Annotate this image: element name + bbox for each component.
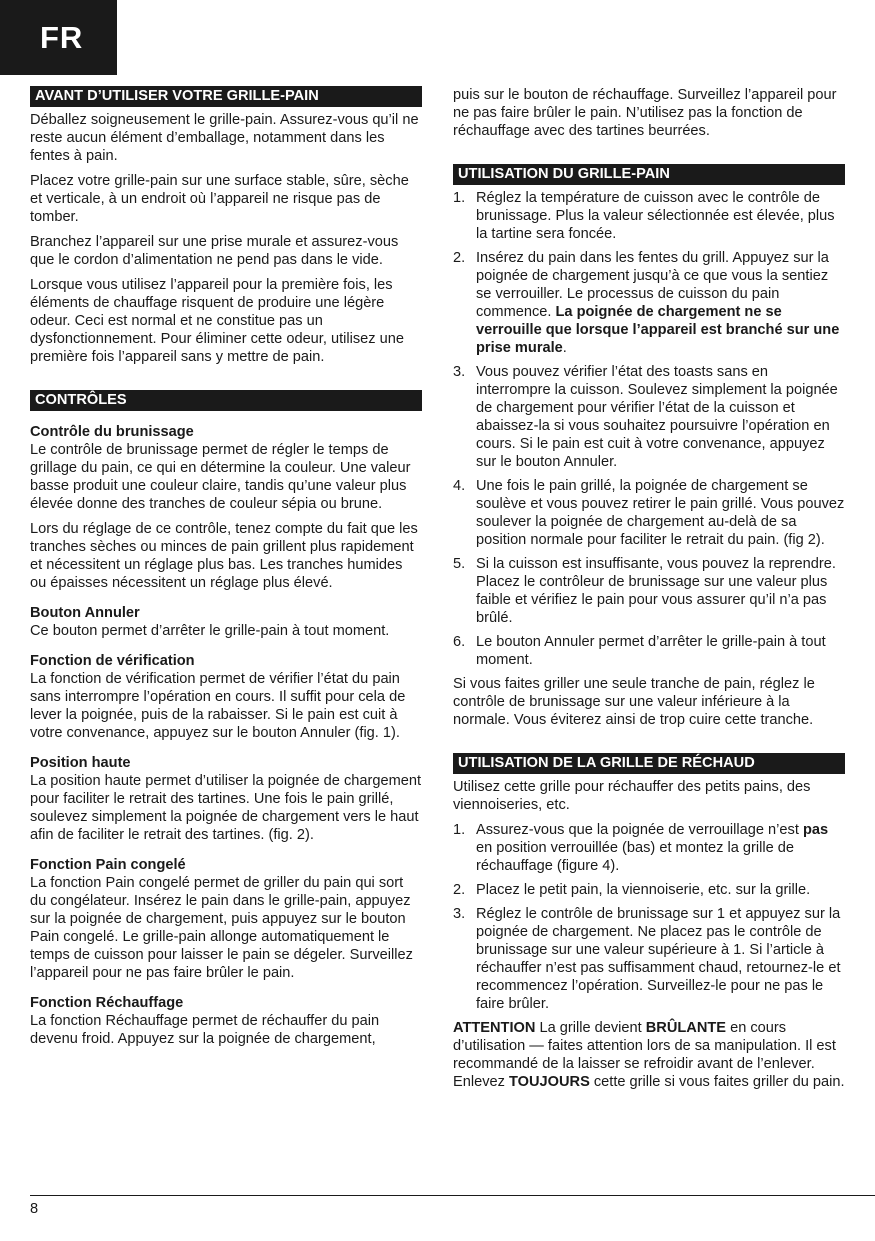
language-tab: FR <box>0 0 117 75</box>
warning-always: TOUJOURS <box>508 1074 590 1090</box>
right-column <box>453 86 845 1098</box>
browning-control-block <box>30 423 422 592</box>
list-item <box>453 633 845 669</box>
list-text: Réglez la température de cuisson avec le contrôle de brunissage. Plus la valeur sélectionnée est élevée, plus la tartine sera foncée. <box>476 190 835 242</box>
footer-divider <box>30 1195 875 1196</box>
subheading: Position haute <box>30 755 131 771</box>
paragraph: Lors du réglage de ce contrôle, tenez compte du fait que les tranches sèches ou minces de pain grillent plus rapidement et nécessitent un réglage plus bas. Les tranches humides ou épaisses nécessitent un réglage plus élevé. <box>30 521 418 591</box>
list-item <box>453 363 845 471</box>
list-number: 2. <box>453 882 466 898</box>
frozen-bread-block <box>30 856 422 982</box>
list-text: Insérez du pain dans les fentes du grill. Appuyez sur la poignée de chargement jusqu’à ce que vous la sentiez se verrouiller. Le processus de cuisson du pain commence. <box>476 250 829 320</box>
subheading: Fonction Pain congelé <box>30 857 186 873</box>
section-heading-before-use: AVANT D’UTILISER VOTRE GRILLE-PAIN <box>30 86 422 107</box>
list-item <box>453 477 845 549</box>
section-heading-controls: CONTRÔLES <box>30 390 422 411</box>
page-number: 8 <box>30 1201 39 1217</box>
list-number: 1. <box>453 190 466 206</box>
list-number: 6. <box>453 634 466 650</box>
paragraph: La fonction Réchauffage permet de réchauffer du pain devenu froid. Appuyez sur la poignée de chargement, <box>30 1013 380 1047</box>
subheading: Fonction Réchauffage <box>30 995 184 1011</box>
warning-hot: BRÛLANTE <box>645 1020 727 1036</box>
warning-label: ATTENTION <box>453 1020 536 1036</box>
paragraph: Ce bouton permet d’arrêter le grille-pain à tout moment. <box>30 623 390 639</box>
list-item <box>453 249 845 357</box>
paragraph: Branchez l’appareil sur une prise murale et assurez-vous que le cordon d’alimentation ne pend pas dans le vide. <box>30 234 399 268</box>
list-number: 1. <box>453 822 466 838</box>
list-number: 3. <box>453 906 466 922</box>
paragraph: Le contrôle de brunissage permet de régler le temps de grillage du pain, ce qui en détermine la couleur. Une valeur basse produit une couleur claire, tandis qu’une valeur plus élevée donne des tranches de couleur sépia ou brune. <box>30 442 411 512</box>
paragraph: Si vous faites griller une seule tranche de pain, réglez le contrôle de brunissage sur une valeur inférieure à la normale. Vous éviterez ainsi de trop cuire cette tranche. <box>453 676 815 728</box>
cancel-button-block <box>30 604 422 640</box>
paragraph: La position haute permet d’utiliser la poignée de chargement pour faciliter le retrait des tartines. Une fois le pain grillé, soulevez simplement la poignée de chargement vers le haut afin de faciliter le retrait des tartines. (fig. 2). <box>30 773 422 843</box>
section-heading-warming-rack: UTILISATION DE LA GRILLE DE RÉCHAUD <box>453 753 845 774</box>
warning-paragraph <box>453 1019 845 1091</box>
list-number: 5. <box>453 556 466 572</box>
warning-text: cette grille si vous faites griller du pain. <box>589 1074 845 1090</box>
list-text-bold: La poignée de chargement ne se verrouille que lorsque l’appareil est branché sur une prise murale <box>476 304 840 356</box>
paragraph: Utilisez cette grille pour réchauffer des petits pains, des viennoiseries, etc. <box>453 779 811 813</box>
warning-text: La grille devient <box>535 1020 646 1036</box>
section-heading-using-toaster: UTILISATION DU GRILLE-PAIN <box>453 164 845 185</box>
list-text: Assurez-vous que la poignée de verrouillage n’est <box>476 822 803 838</box>
list-text: Vous pouvez vérifier l’état des toasts sans en interrompre la cuisson. Soulevez simplement la poignée de chargement pour vérifier l’état de la cuisson et abaissez-la si vous souhaitez poursuivre l’opération en cours. Si le pain est cuit à votre convenance, appuyez sur le bouton Annuler. <box>476 364 838 470</box>
list-text: en position verrouillée (bas) et montez la grille de réchauffage (figure 4). <box>476 840 794 874</box>
toaster-steps-list <box>453 189 845 669</box>
paragraph: Lorsque vous utilisez l’appareil pour la première fois, les éléments de chauffage risquent de produire une légère odeur. Ceci est normal et ne constitue pas un dysfonctionnement. Pour éliminer cette odeur, utilisez une première fois l’appareil sans y mettre de pain. <box>30 277 404 365</box>
list-text: Réglez le contrôle de brunissage sur 1 et appuyez sur la poignée de chargement. Ne placez pas le contrôle de brunissage sur une valeur supérieure à 1. Si l’article à réchauffer n’est pas suffisamment chaud, retournez-le et recommencez l’opération. Surveillez-le pour ne pas le faire brûler. <box>476 906 841 1012</box>
paragraph: Déballez soigneusement le grille-pain. Assurez-vous qu’il ne reste aucun élément d’emballage, notamment dans les fentes à pain. <box>30 112 419 164</box>
list-item <box>453 881 845 899</box>
list-item <box>453 555 845 627</box>
list-text: Le bouton Annuler permet d’arrêter le grille-pain à tout moment. <box>476 634 826 668</box>
subheading: Fonction de vérification <box>30 653 195 669</box>
subheading: Contrôle du brunissage <box>30 424 194 440</box>
list-item <box>453 189 845 243</box>
list-text: . <box>562 340 567 356</box>
list-number: 3. <box>453 364 466 380</box>
paragraph: La fonction Pain congelé permet de griller du pain qui sort du congélateur. Insérez le pain dans le grille-pain, appuyez sur la poignée de chargement, puis appuyez sur le bouton Pain congelé. Le grille-pain allonge automatiquement le temps de cuisson pour laisser le pain se dégeler. Surveillez l’appareil pour ne pas faire brûler le pain. <box>30 875 413 981</box>
list-item <box>453 905 845 1013</box>
rack-steps-list <box>453 821 845 1013</box>
paragraph: Placez votre grille-pain sur une surface stable, sûre, sèche et verticale, à un endroit où l’appareil ne risque pas de tomber. <box>30 173 409 225</box>
high-position-block <box>30 754 422 844</box>
list-number: 2. <box>453 250 466 266</box>
list-text: Une fois le pain grillé, la poignée de chargement se soulève et vous pouvez retirer le pain grillé. Vous pouvez soulever la poignée de chargement au-delà de sa position normale pour faciliter le retrait du pain. (fig 2). <box>476 478 845 548</box>
check-function-block <box>30 652 422 742</box>
list-text: Si la cuisson est insuffisante, vous pouvez la reprendre. Placez le contrôleur de brunissage sur une valeur plus faible et vérifiez le pain pour vous assurer qu’il n’a pas brûlé. <box>476 556 836 626</box>
warning-text: en cours d’utilisation — faites attention lors de sa manipulation. Il est recommandé de la laisser se refroidir avant de l’enlever. Enlevez <box>453 1020 836 1090</box>
reheat-function-block <box>30 994 422 1048</box>
list-number: 4. <box>453 478 466 494</box>
paragraph: puis sur le bouton de réchauffage. Surveillez l’appareil pour ne pas faire brûler le pain. N’utilisez pas la fonction de réchauffage avec des tartines beurrées. <box>453 87 837 139</box>
left-column <box>30 86 422 1060</box>
list-item <box>453 821 845 875</box>
list-text: Placez le petit pain, la viennoiserie, etc. sur la grille. <box>476 882 811 898</box>
list-text-bold: pas <box>802 822 829 838</box>
subheading: Bouton Annuler <box>30 605 140 621</box>
paragraph: La fonction de vérification permet de vérifier l’état du pain sans interrompre l’opération en cours. Il suffit pour cela de lever la poignée, puis de la rabaisser. Si le pain est cuit à votre convenance, appuyez sur le bouton Annuler (fig. 1). <box>30 671 406 741</box>
